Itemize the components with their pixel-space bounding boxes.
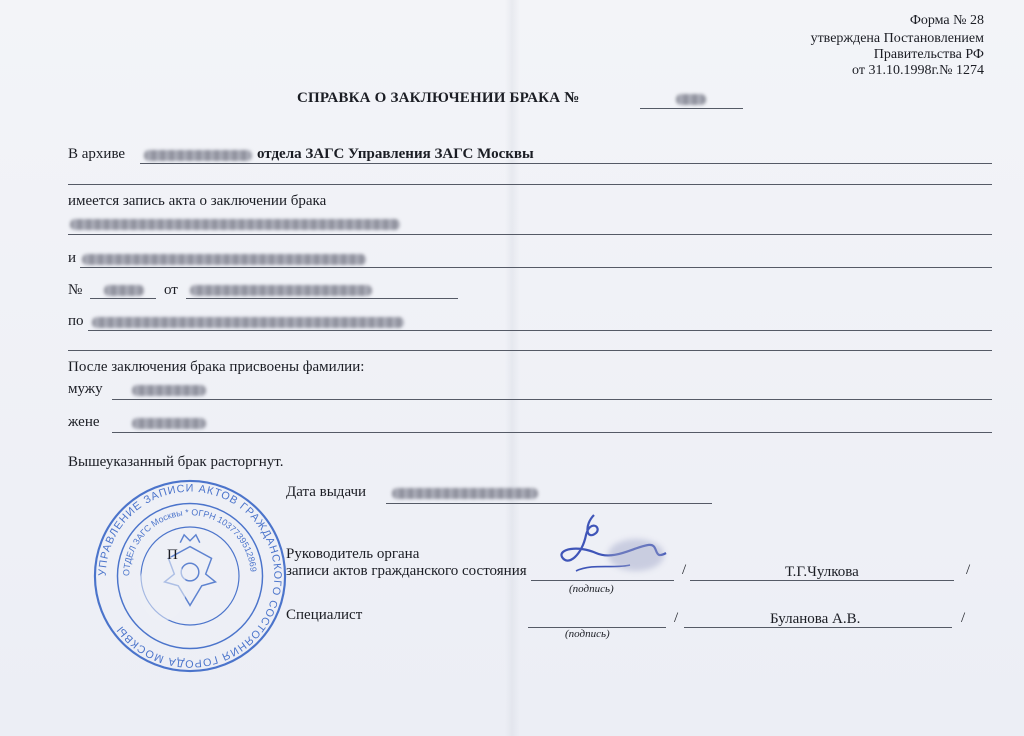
official-stamp — [92, 478, 288, 674]
issue-date-label: Дата выдачи — [286, 484, 367, 500]
head-title-line1: Руководитель органа — [286, 546, 420, 562]
issue-date-line — [386, 503, 712, 504]
specialist-label: Специалист — [286, 607, 363, 623]
head-name: Т.Г.Чулкова — [785, 564, 859, 580]
stamp-inner-text: ОТДЕЛ ЗАГС Москвы * ОГРН 1037739512869 — [121, 507, 259, 577]
document-title: СПРАВКА О ЗАКЛЮЧЕНИИ БРАКА № — [297, 90, 580, 106]
and-label: и — [68, 250, 77, 266]
husband-line — [112, 399, 992, 400]
office-line — [88, 330, 992, 331]
record-date-line — [186, 298, 458, 299]
spouse1-line — [68, 234, 992, 235]
form-approved: утверждена Постановлением — [810, 31, 984, 46]
archive-prefix: В архиве — [68, 146, 126, 162]
record-number-line — [90, 298, 156, 299]
specialist-slash-left: / — [674, 610, 679, 626]
number-label: № — [68, 282, 83, 298]
spouse1-redacted — [70, 219, 400, 230]
stamp-outer-text: УПРАВЛЕНИЕ ЗАПИСИ АКТОВ ГРАЖДАНСКОГО СОСТОЯНИЯ ГОРОДА МОСКВЫ — [96, 482, 284, 670]
record-number-redacted — [104, 285, 144, 296]
dissolved-text: Вышеуказанный брак расторгнут. — [68, 454, 284, 470]
surnames-label: После заключения брака присвоены фамилии: — [68, 359, 365, 375]
spouse2-redacted — [82, 254, 366, 265]
wife-label: жене — [68, 414, 100, 430]
archive-suffix: отдела ЗАГС Управления ЗАГС Москвы — [257, 146, 534, 162]
archive-line — [140, 163, 992, 164]
husband-surname-redacted — [132, 385, 206, 396]
head-slash-right: / — [966, 562, 971, 578]
office-redacted — [92, 317, 404, 328]
specialist-name-line — [684, 627, 952, 628]
head-signature — [556, 505, 676, 590]
wife-surname-redacted — [132, 418, 206, 429]
form-number: Форма № 28 — [909, 13, 984, 28]
archive-redacted — [144, 150, 252, 161]
issue-date-redacted — [392, 488, 538, 499]
head-title-line2: записи актов гражданского состояния — [286, 563, 527, 579]
archive-line-2 — [68, 184, 992, 185]
record-label: имеется запись акта о заключении брака — [68, 193, 327, 209]
head-slash-left: / — [682, 562, 687, 578]
spouse2-line — [80, 267, 992, 268]
stamp-place-mark: П — [167, 547, 178, 563]
form-date: от 31.10.1998г.№ 1274 — [852, 63, 984, 78]
specialist-slash-right: / — [961, 610, 966, 626]
record-date-redacted — [190, 285, 372, 296]
form-government: Правительства РФ — [873, 47, 984, 62]
husband-label: мужу — [68, 381, 103, 397]
from-label: от — [164, 282, 178, 298]
wife-line — [112, 432, 992, 433]
head-name-line — [690, 580, 954, 581]
certificate-number-redacted — [676, 94, 706, 105]
specialist-name: Буланова А.В. — [770, 611, 861, 627]
office-line-2 — [68, 350, 992, 351]
specialist-sign-caption: (подпись) — [565, 628, 610, 640]
by-label: по — [68, 313, 84, 329]
head-sign-caption: (подпись) — [569, 583, 614, 595]
certificate-number-line — [640, 108, 743, 109]
